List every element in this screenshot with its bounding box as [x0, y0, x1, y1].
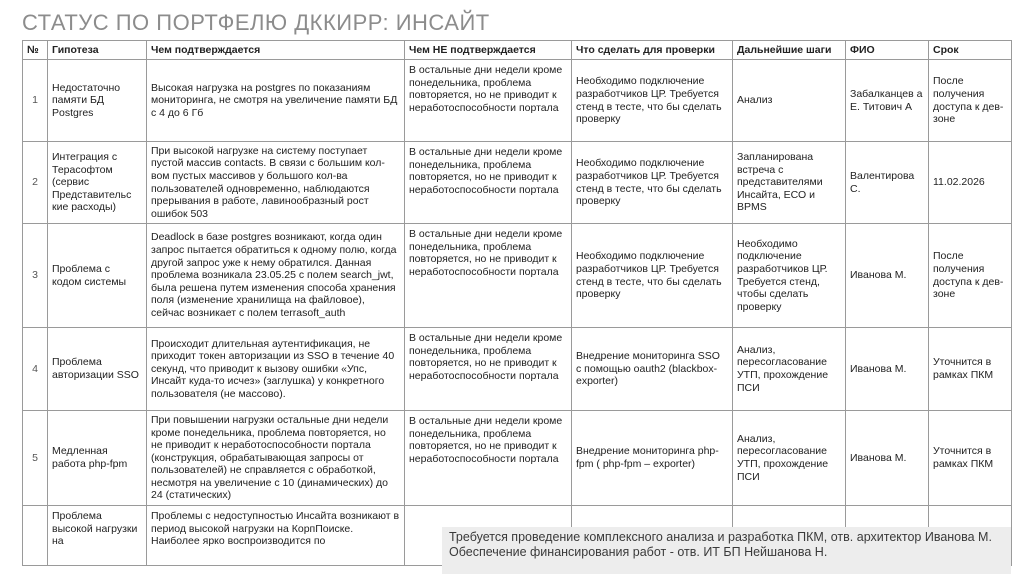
row-hypothesis: Проблема авторизации SSO: [48, 328, 147, 411]
table-row: [23, 142, 1012, 224]
row-next-steps: Анализ: [733, 60, 846, 142]
table-row: [23, 224, 1012, 328]
row-confirmed: Deadlock в базе postgres возникают, когда один запрос пытается обратиться к одному полю, когда другой запрос уже к нему обратился. Данная проблема возникала 23.05.25 с полем search_jwt, была решена путем изменения способа хранения поля (изменение хранилища на файловое), сейчас возникает с полем terrasoft_auth: [147, 224, 405, 328]
header-not-confirmed: Чем НЕ подтверждается: [405, 41, 572, 60]
row-num: 2: [23, 142, 48, 224]
row-hypothesis: Проблема с кодом системы: [48, 224, 147, 328]
row-fio: Валентирова С.: [846, 142, 929, 224]
row-deadline: 11.02.2026: [929, 142, 1012, 224]
row-next-steps: Анализ, пересогласование УТП, прохождение ПСИ: [733, 328, 846, 411]
row-hypothesis: Медленная работа php-fpm: [48, 411, 147, 506]
row-check: Необходимо подключение разработчиков ЦР. Требуется стенд в тесте, что бы сделать проверку: [572, 60, 733, 142]
row-next-steps: Запланирована встреча с представителями Инсайта, ЕСО и BPMS: [733, 142, 846, 224]
note-line-2: Обеспечение финансирования работ - отв. ИТ БП Нейшанова Н.: [449, 545, 828, 559]
table-row: [23, 60, 1012, 142]
row-hypothesis: Интеграция с Терасофтом (сервис Представительс кие расходы): [48, 142, 147, 224]
row-fio: Иванова М.: [846, 328, 929, 411]
row-num: 4: [23, 328, 48, 411]
row-num: 5: [23, 411, 48, 506]
row-deadline: Уточнится в рамках ПКМ: [929, 411, 1012, 506]
row-check: Внедрение мониторинга SSO с помощью oauth2 (blackbox-exporter): [572, 328, 733, 411]
row-check: Внедрение мониторинга php-fpm ( php-fpm – exporter): [572, 411, 733, 506]
header-deadline: Срок: [929, 41, 1012, 60]
status-table: [22, 40, 1012, 566]
row-confirmed: При высокой нагрузке на систему поступает пустой массив contacts. В связи с большим кол-вом пустых массивов у большого кол-ва пользователей одновременно, наблюдаются прерывания в работе, лавинообразный рост ошибок 503: [147, 142, 405, 224]
row-deadline: После получения доступа к дев-зоне: [929, 224, 1012, 328]
header-num: №: [23, 41, 48, 60]
row-check: Необходимо подключение разработчиков ЦР. Требуется стенд в тесте, что бы сделать проверку: [572, 224, 733, 328]
row-deadline: Уточнится в рамках ПКМ: [929, 328, 1012, 411]
row-confirmed: Высокая нагрузка на postgres по показаниям мониторинга, не смотря на увеличение памяти БД с 4 до 6 Гб: [147, 60, 405, 142]
row-fio: Иванова М.: [846, 411, 929, 506]
row-fio: Иванова М.: [846, 224, 929, 328]
header-fio: ФИО: [846, 41, 929, 60]
table-row: [23, 411, 1012, 506]
row-confirmed: Проблемы с недоступностью Инсайта возникают в период высокой нагрузки на КорпПоиске. Наиболее ярко воспроизводится по: [147, 506, 405, 566]
row-not-confirmed: В остальные дни недели кроме понедельника, проблема повторяется, но не приводит к неработоспособности портала: [405, 328, 572, 411]
row-num: 3: [23, 224, 48, 328]
table-row: [23, 328, 1012, 411]
note-box: [442, 527, 1011, 574]
row-confirmed: Происходит длительная аутентификация, не приходит токен авторизации из SSO в течение 40 секунд, что приводит к вызову ошибки «Упс, Инсайт куда-то исчез» (заглушка) у конкретного пользователя (не массово).: [147, 328, 405, 411]
row-not-confirmed: В остальные дни недели кроме понедельника, проблема повторяется, но не приводит к неработоспособности портала: [405, 142, 572, 224]
row-num: 1: [23, 60, 48, 142]
table-header-row: [23, 41, 1012, 60]
header-confirmed: Чем подтверждается: [147, 41, 405, 60]
header-next-steps: Дальнейшие шаги: [733, 41, 846, 60]
row-hypothesis: Проблема высокой нагрузки на: [48, 506, 147, 566]
row-not-confirmed: В остальные дни недели кроме понедельника, проблема повторяется, но не приводит к неработоспособности портала: [405, 411, 572, 506]
row-fio: Забалканцев а Е. Титович А: [846, 60, 929, 142]
header-check: Что сделать для проверки: [572, 41, 733, 60]
row-next-steps: Необходимо подключение разработчиков ЦР. Требуется стенд, чтобы сделать проверку: [733, 224, 846, 328]
row-next-steps: Анализ, пересогласование УТП, прохождение ПСИ: [733, 411, 846, 506]
page-title: СТАТУС ПО ПОРТФЕЛЮ ДККИРР: ИНСАЙТ: [22, 10, 490, 35]
row-check: Необходимо подключение разработчиков ЦР. Требуется стенд в тесте, что бы сделать проверку: [572, 142, 733, 224]
row-not-confirmed: В остальные дни недели кроме понедельника, проблема повторяется, но не приводит к неработоспособности портала: [405, 224, 572, 328]
row-hypothesis: Недостаточно памяти БД Postgres: [48, 60, 147, 142]
row-num: [23, 506, 48, 566]
row-not-confirmed: В остальные дни недели кроме понедельника, проблема повторяется, но не приводит к неработоспособности портала: [405, 60, 572, 142]
note-line-1: Требуется проведение комплексного анализа и разработка ПКМ, отв. архитектор Иванова М.: [449, 530, 992, 544]
header-hypothesis: Гипотеза: [48, 41, 147, 60]
row-deadline: После получения доступа к дев-зоне: [929, 60, 1012, 142]
row-confirmed: При повышении нагрузки остальные дни недели кроме понедельника, проблема повторяется, но не приводит к неработоспособности портала (конструкция, обрабатывающая запросы от пользователей) не справляется с обработкой, несмотря на увеличение с 10 (динамических) до 24 (статических): [147, 411, 405, 506]
